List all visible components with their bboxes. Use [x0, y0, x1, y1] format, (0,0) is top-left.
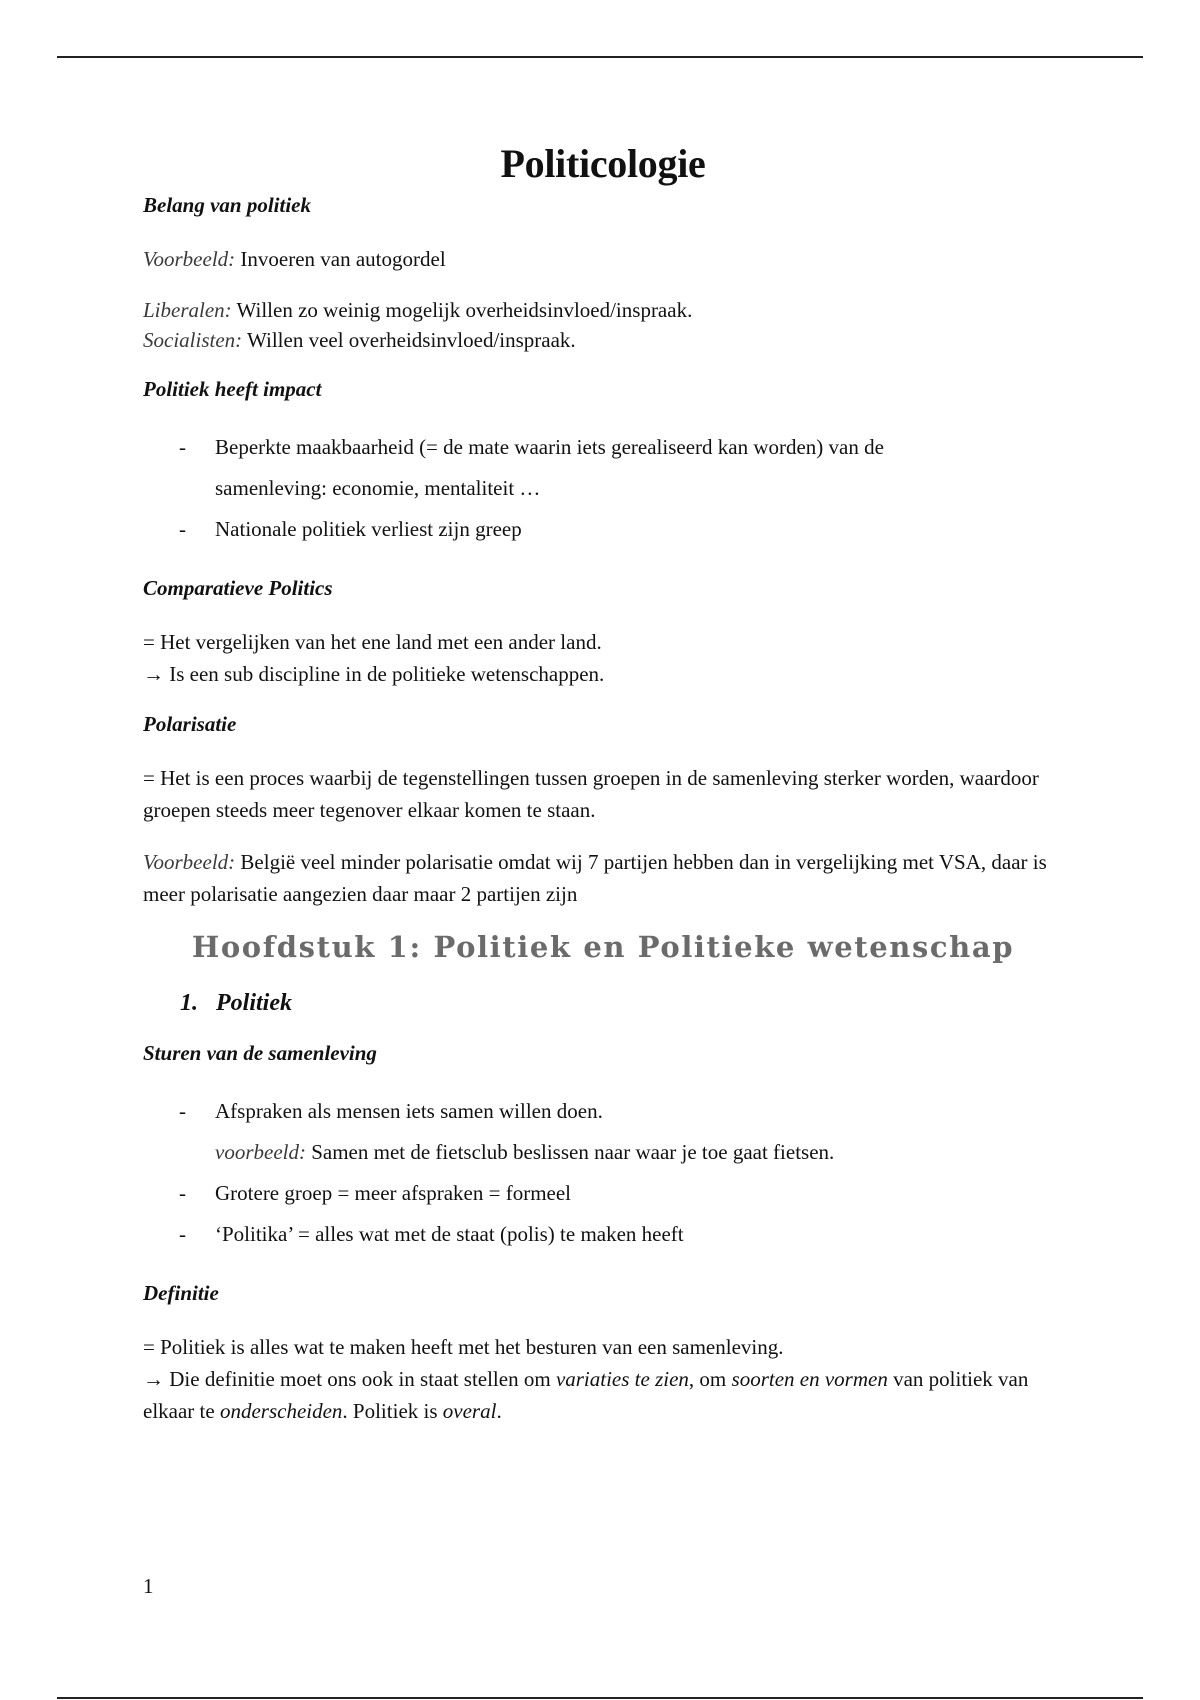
bullet-dash: -	[179, 517, 186, 541]
list-item: - ‘Politika’ = alles wat met de staat (polis) te maken heeft	[143, 1214, 1063, 1255]
heading-comparatieve: Comparatieve Politics	[143, 576, 333, 600]
heading-belang: Belang van politiek	[143, 193, 311, 217]
belang-example	[143, 243, 1063, 275]
sturen-list	[143, 1091, 1063, 1255]
document-title: Politicologie	[500, 141, 706, 186]
belang-parties	[143, 295, 1063, 355]
liberalen-label: Liberalen:	[143, 298, 232, 322]
example-label: Voorbeeld:	[143, 247, 236, 271]
top-rule	[57, 56, 1143, 58]
example-text: Invoeren van autogordel	[235, 247, 446, 271]
list-item: - Beperkte maakbaarheid (= de mate waarin iets gerealiseerd kan worden) van de samenleving: economie, mentaliteit …	[143, 427, 1063, 509]
bullet-dash: -	[179, 1099, 186, 1123]
example-label: Voorbeeld:	[143, 850, 236, 874]
bullet-dash: -	[179, 1181, 186, 1205]
document-page	[143, 140, 1063, 1447]
bottom-rule	[57, 1697, 1143, 1699]
socialisten-text: Willen veel overheidsinvloed/inspraak.	[242, 328, 576, 352]
impact-list	[143, 427, 1063, 550]
socialisten-label: Socialisten:	[143, 328, 243, 352]
chapter-heading: Hoofdstuk 1: Politiek en Politieke wetenschap	[191, 930, 1015, 964]
bullet-dash: -	[179, 1222, 186, 1246]
bullet-dash: -	[179, 435, 186, 459]
list-item: - Afspraken als mensen iets samen willen doen. voorbeeld: Samen met de fietsclub beslissen naar waar je toe gaat fietsen.	[143, 1091, 1063, 1173]
section-heading	[180, 990, 1063, 1017]
list-item: - Nationale politiek verliest zijn greep	[143, 509, 1063, 550]
heading-impact: Politiek heeft impact	[143, 377, 322, 401]
polarisatie-example: Voorbeeld: België veel minder polarisatie omdat wij 7 partijen hebben dan in vergelijking met VSA, daar is meer polarisatie aangezien daar maar 2 partijen zijn	[143, 850, 1047, 906]
heading-polarisatie: Polarisatie	[143, 712, 237, 736]
definitie-text: = Politiek is alles wat te maken heeft met het besturen van een samenleving. → Die definitie moet ons ook in staat stellen om variaties te zien, om soorten en vormen van politiek van elkaar te onderscheiden. Politiek is overal.	[143, 1335, 1029, 1423]
polarisatie-definition: = Het is een proces waarbij de tegenstellingen tussen groepen in de samenleving sterker worden, waardoor groepen steeds meer tegenover elkaar komen te staan.	[143, 766, 1039, 822]
heading-sturen: Sturen van de samenleving	[143, 1041, 377, 1065]
list-item: - Grotere groep = meer afspraken = formeel	[143, 1173, 1063, 1214]
comparatieve-text: = Het vergelijken van het ene land met een ander land. → Is een sub discipline in de politieke wetenschappen.	[143, 630, 605, 686]
section-number: 1.	[180, 990, 198, 1016]
liberalen-text: Willen zo weinig mogelijk overheidsinvloed/inspraak.	[231, 298, 693, 322]
section-title: Politiek	[216, 990, 292, 1016]
example-label: voorbeeld:	[215, 1140, 306, 1164]
heading-definitie: Definitie	[143, 1281, 219, 1305]
page-number: 1	[143, 1574, 154, 1598]
